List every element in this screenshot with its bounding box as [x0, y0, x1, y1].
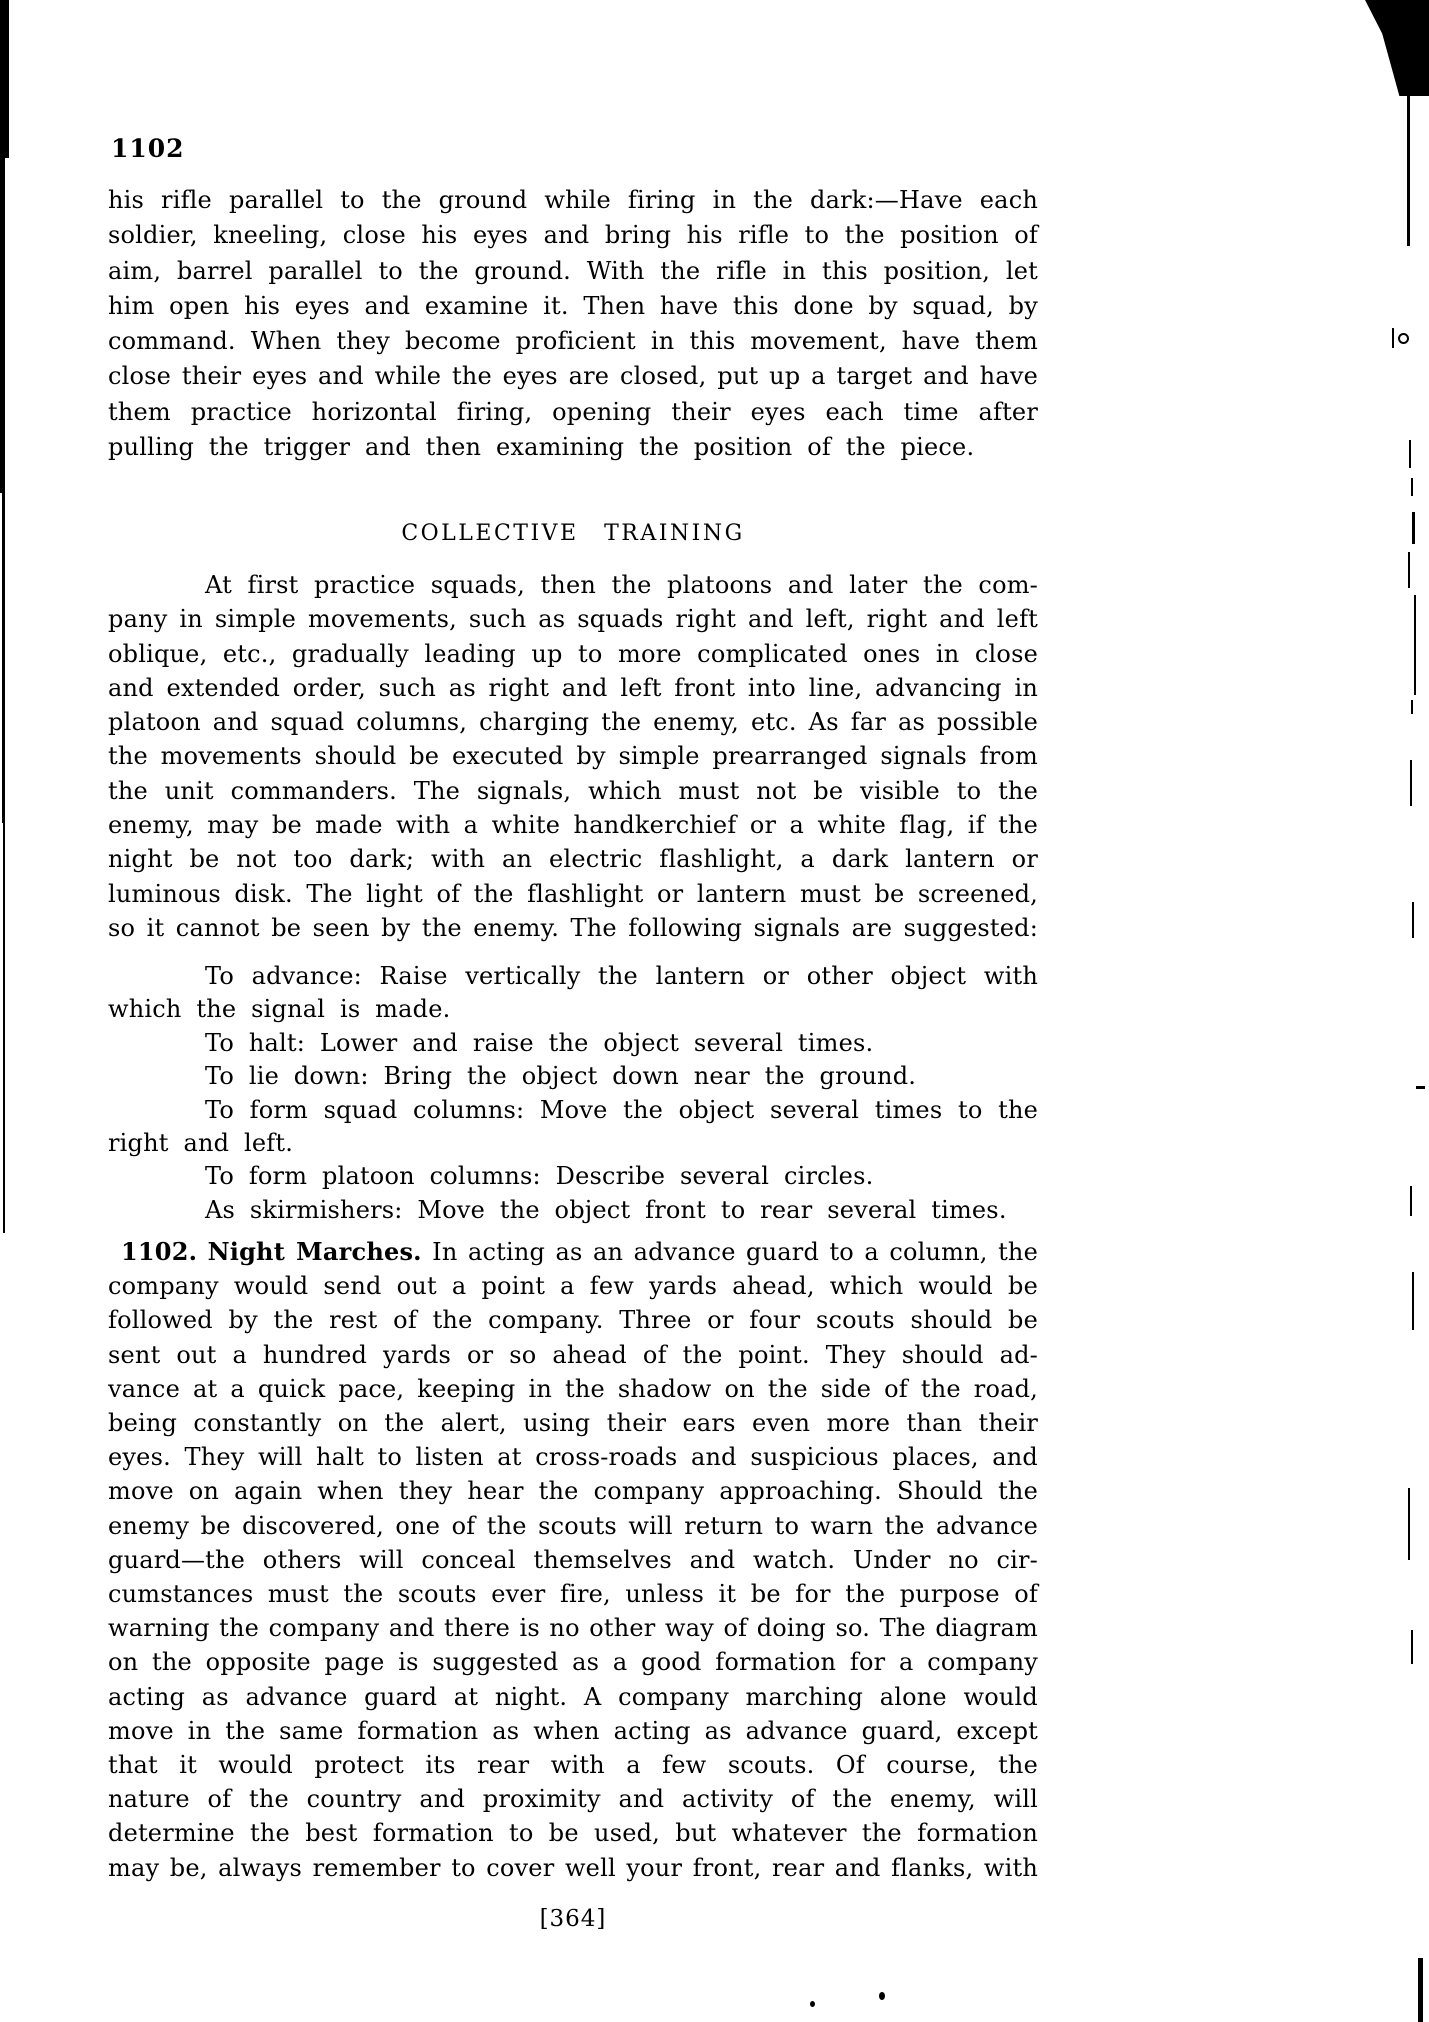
scan-artifact	[1392, 328, 1394, 348]
text-line: pany in simple movements, such as squads right and left, right and left	[108, 605, 1038, 634]
signal-line-skirmishers: As skirmishers: Move the object front to rear several times.	[205, 1195, 1007, 1224]
text-line	[108, 1235, 1038, 1269]
scan-artifact	[1412, 512, 1415, 544]
text-line: acting as advance guard at night. A company marching alone would	[108, 1682, 1038, 1711]
text-line: that it would protect its rear with a few scouts. Of course, the	[108, 1751, 1038, 1780]
text-line: may be, always remember to cover well your front, rear and flanks, with	[108, 1853, 1038, 1882]
signal-line-squad-columns: To form squad columns: Move the object several times to the	[205, 1095, 1038, 1124]
scan-artifact	[0, 0, 9, 158]
text-line: move on again when they hear the company approaching. Should the	[108, 1477, 1038, 1506]
text-line: them practice horizontal firing, opening their eyes each time after	[108, 397, 1038, 426]
text-line: vance at a quick pace, keeping in the shadow on the side of the road,	[108, 1374, 1038, 1403]
scan-artifact	[1412, 902, 1414, 938]
text-line: so it cannot be seen by the enemy. The following signals are suggested:	[108, 913, 1038, 942]
text-line: At first practice squads, then the platoons and later the com-	[205, 571, 1038, 599]
text-line: the unit commanders. The signals, which must not be visible to the	[108, 776, 1038, 805]
text-line: luminous disk. The light of the flashlight or lantern must be screened,	[108, 879, 1038, 908]
text-line: him open his eyes and examine it. Then have this done by squad, by	[108, 291, 1038, 320]
text-line: being constantly on the alert, using their ears even more than their	[108, 1409, 1038, 1438]
text-line: warning the company and there is no other way of doing so. The diagram	[108, 1614, 1038, 1643]
text-line: oblique, etc., gradually leading up to more complicated ones in close	[108, 639, 1038, 668]
text-line: guard—the others will conceal themselves and watch. Under no cir-	[108, 1545, 1038, 1574]
scan-artifact	[1411, 1630, 1413, 1664]
text-line: cumstances must the scouts ever fire, unless it be for the purpose of	[108, 1580, 1038, 1609]
text-line: and extended order, such as right and left front into line, advancing in	[108, 673, 1038, 702]
scan-artifact	[1409, 440, 1411, 468]
text-line: company would send out a point a few yards ahead, which would be	[108, 1272, 1038, 1301]
scan-artifact	[1398, 333, 1409, 344]
text-line: the movements should be executed by simple prearranged signals from	[108, 742, 1038, 771]
scan-artifact	[2, 493, 5, 823]
text-line: nature of the country and proximity and activity of the enemy, will	[108, 1785, 1038, 1814]
scan-artifact	[1407, 96, 1410, 246]
section-title: Night Marches.	[207, 1237, 422, 1266]
text-line: platoon and squad columns, charging the enemy, etc. As far as possible	[108, 708, 1038, 737]
signal-line-platoon-columns: To form platoon columns: Describe several circles.	[205, 1162, 874, 1191]
scan-artifact	[1416, 1086, 1425, 1089]
text-line: command. When they become proficient in this movement, have them	[108, 327, 1038, 356]
scan-artifact	[810, 2001, 815, 2007]
page-number: 1102	[111, 134, 185, 163]
text-line: enemy, may be made with a white handkerchief or a white flag, if the	[108, 811, 1038, 840]
scan-artifact	[879, 1992, 885, 2000]
scan-artifact	[0, 158, 5, 493]
signal-line-lie-down: To lie down: Bring the object down near the ground.	[205, 1062, 917, 1091]
signal-line-advance: To advance: Raise vertically the lantern or other object with	[205, 962, 1038, 990]
text-line: determine the best formation to be used, but whatever the formation	[108, 1819, 1038, 1848]
section-first-line-text: In acting as an advance guard to a column, the	[432, 1238, 1038, 1266]
scan-artifact	[1410, 1186, 1412, 1216]
scan-artifact	[1410, 760, 1412, 806]
section-heading-collective-training: COLLECTIVE TRAINING	[401, 521, 745, 546]
text-line: move in the same formation as when acting as advance guard, except	[108, 1716, 1038, 1745]
scan-artifact	[1412, 1272, 1414, 1330]
paragraph-night-marches	[108, 1235, 1038, 1885]
paragraph-collective-training	[108, 568, 1038, 945]
text-line: on the opposite page is suggested as a good formation for a company	[108, 1648, 1038, 1677]
signal-line-advance-cont: which the signal is made.	[108, 995, 451, 1024]
text-line: his rifle parallel to the ground while firing in the dark:—Have each	[108, 186, 1038, 214]
paragraph-firing-practice	[108, 183, 1038, 465]
scan-artifact	[1408, 552, 1410, 588]
folio-page-number: [364]	[539, 1906, 607, 1932]
scan-artifact	[1411, 478, 1413, 496]
text-line: soldier, kneeling, close his eyes and bring his rifle to the position of	[108, 221, 1038, 250]
text-line: close their eyes and while the eyes are closed, put up a target and have	[108, 362, 1038, 391]
signal-line-squad-columns-cont: right and left.	[108, 1129, 294, 1158]
signal-list	[108, 960, 1038, 1227]
text-line: aim, barrel parallel to the ground. With the rifle in this position, let	[108, 256, 1038, 285]
text-line: eyes. They will halt to listen at cross-roads and suspicious places, and	[108, 1443, 1038, 1472]
scan-artifact	[3, 823, 5, 1233]
scan-artifact	[1418, 1958, 1423, 2022]
scan-artifact	[1411, 700, 1413, 714]
text-line: pulling the trigger and then examining the position of the piece.	[108, 433, 975, 462]
text-line: sent out a hundred yards or so ahead of the point. They should ad-	[108, 1340, 1038, 1369]
scan-artifact	[1351, 0, 1429, 96]
section-number: 1102.	[121, 1237, 198, 1266]
text-line: enemy be discovered, one of the scouts will return to warn the advance	[108, 1511, 1038, 1540]
text-line: night be not too dark; with an electric flashlight, a dark lantern or	[108, 845, 1038, 874]
scan-artifact	[1414, 595, 1416, 695]
scan-artifact	[1408, 1488, 1410, 1560]
signal-line-halt: To halt: Lower and raise the object several times.	[205, 1028, 874, 1057]
text-line: followed by the rest of the company. Three or four scouts should be	[108, 1306, 1038, 1335]
